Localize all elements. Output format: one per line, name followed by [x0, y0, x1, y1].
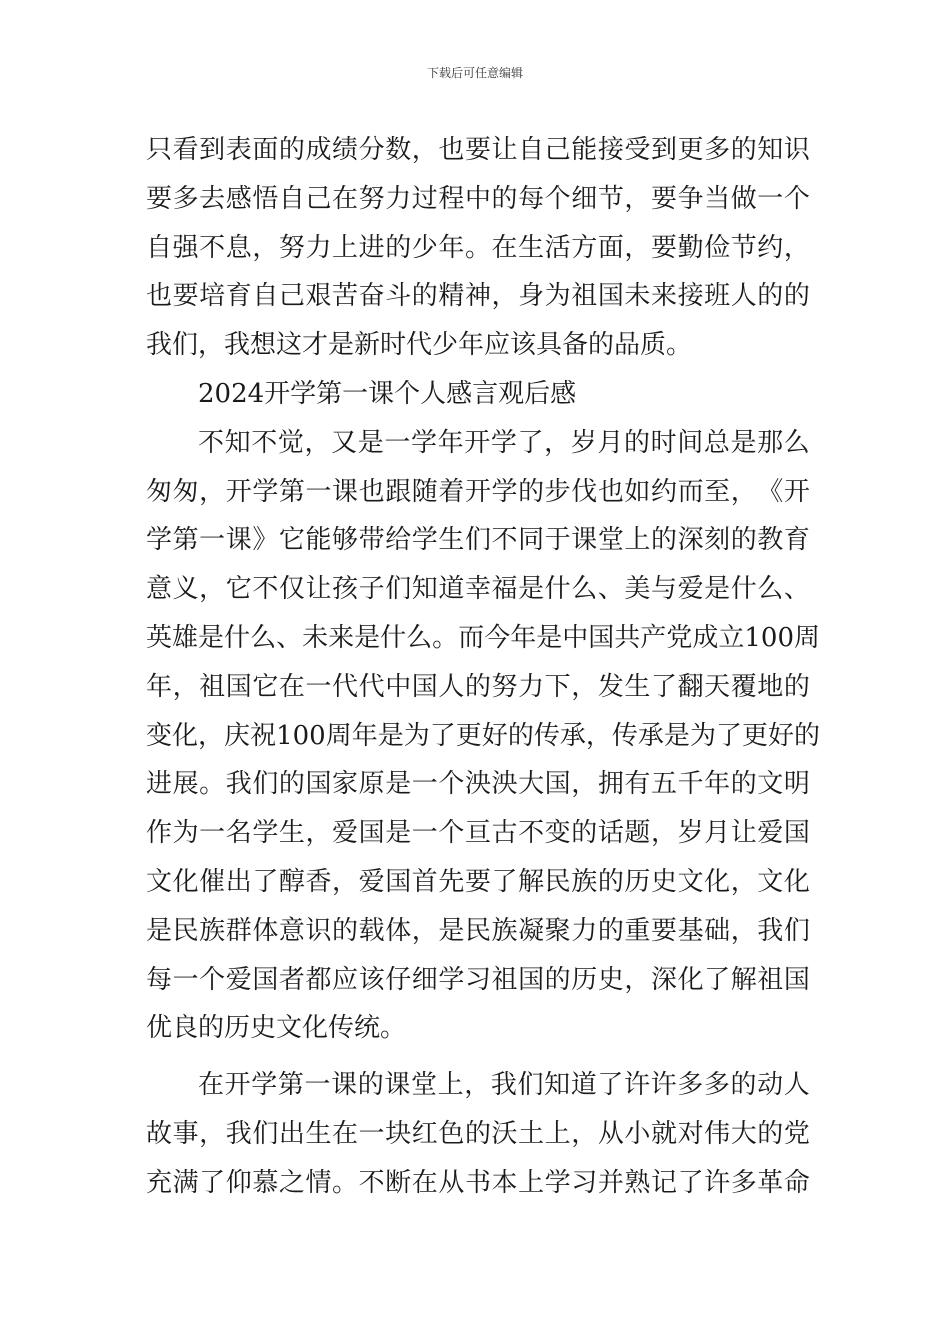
section-title: 2024开学第一课个人感言观后感 [198, 378, 577, 409]
text-line: 要 多 去 感 悟 自 己 在 努 力 过 程 中 的 每 个 细 节 ， 要 争 当 做 一 个 [146, 183, 810, 214]
text-line: 每 一 个 爱 国 者 都 应 该 仔 细 学 习 祖 国 的 历 史 ， 深 化 了 解 祖 国 [146, 964, 810, 995]
text-line: 也 要 培 育 自 己 艰 苦 奋 斗 的 精 神 ， 身 为 祖 国 未 来 接 班 人 的 的 [146, 281, 810, 312]
text-line: 年 ， 祖 国 它 在 一 代 代 中 国 人 的 努 力 下 ， 发 生 了 翻 天 覆 地 的 [146, 671, 810, 702]
text-line: 不 知 不 觉 ， 又 是 一 学 年 开 学 了 ， 岁 月 的 时 间 总 是 那 么 [198, 427, 810, 458]
text-line: 只 看 到 表 面 的 成 绩 分 数 ， 也 要 让 自 己 能 接 受 到 更 多 的 知 识 [146, 135, 810, 165]
text-line: 文 化 催 出 了 醇 香 ， 爱 国 首 先 要 了 解 民 族 的 历 史 文 化 ， 文 化 [146, 866, 810, 897]
text-line: 学 第 一 课 》 它 能 够 带 给 学 生 们 不 同 于 课 堂 上 的 深 刻 的 教 育 [146, 525, 810, 556]
text-line: 是 民 族 群 体 意 识 的 载 体 ， 是 民 族 凝 聚 力 的 重 要 基 础 ， 我 们 [146, 915, 810, 946]
text-line: 作 为 一 名 学 生 ， 爱 国 是 一 个 亘 古 不 变 的 话 题 ， 岁 月 让 爱 国 [146, 818, 810, 849]
text-line: 变 化 ， 庆 祝 100 周 年 是 为 了 更 好 的 传 承 ， 传 承 是 为 了 更 好 的 [146, 720, 821, 751]
text-line: 意 义 ， 它 不 仅 让 孩 子 们 知 道 幸 福 是 什 么 、 美 与 爱 是 什 么 、 [146, 574, 810, 605]
text-line: 英 雄 是 什 么 、 未 来 是 什 么 。 而 今 年 是 中 国 共 产 党 成 立 100 周 [146, 622, 821, 653]
text-line: 故 事 ， 我 们 出 生 在 一 块 红 色 的 沃 土 上 ， 从 小 就 对 伟 大 的 党 [146, 1118, 810, 1149]
text-line: 匆 匆 ， 开 学 第 一 课 也 跟 随 着 开 学 的 步 伐 也 如 约 而 至 ， 《 开 [146, 476, 810, 507]
text-line: 我们，我想这才是新时代少年应该具备的品质。 [146, 330, 693, 361]
body-text [146, 126, 821, 1208]
text-line: 充 满 了 仰 慕 之 情 。 不 断 在 从 书 本 上 学 习 并 熟 记 了 许 多 革 命 [146, 1167, 810, 1198]
text-line: 在 开 学 第 一 课 的 课 堂 上 ， 我 们 知 道 了 许 许 多 多 的 动 人 [198, 1070, 810, 1101]
text-line: 自 强 不 息 ， 努 力 上 进 的 少 年 。 在 生 活 方 面 ， 要 勤 俭 节 约 ， [146, 232, 810, 263]
text-line: 优良的历史文化传统。 [146, 1013, 407, 1044]
text-line: 进 展 。 我 们 的 国 家 原 是 一 个 泱 泱 大 国 ， 拥 有 五 千 年 的 文 明 [146, 769, 810, 800]
paragraph-gap [146, 1053, 810, 1061]
page-header: 下载后可任意编辑 [426, 66, 523, 80]
